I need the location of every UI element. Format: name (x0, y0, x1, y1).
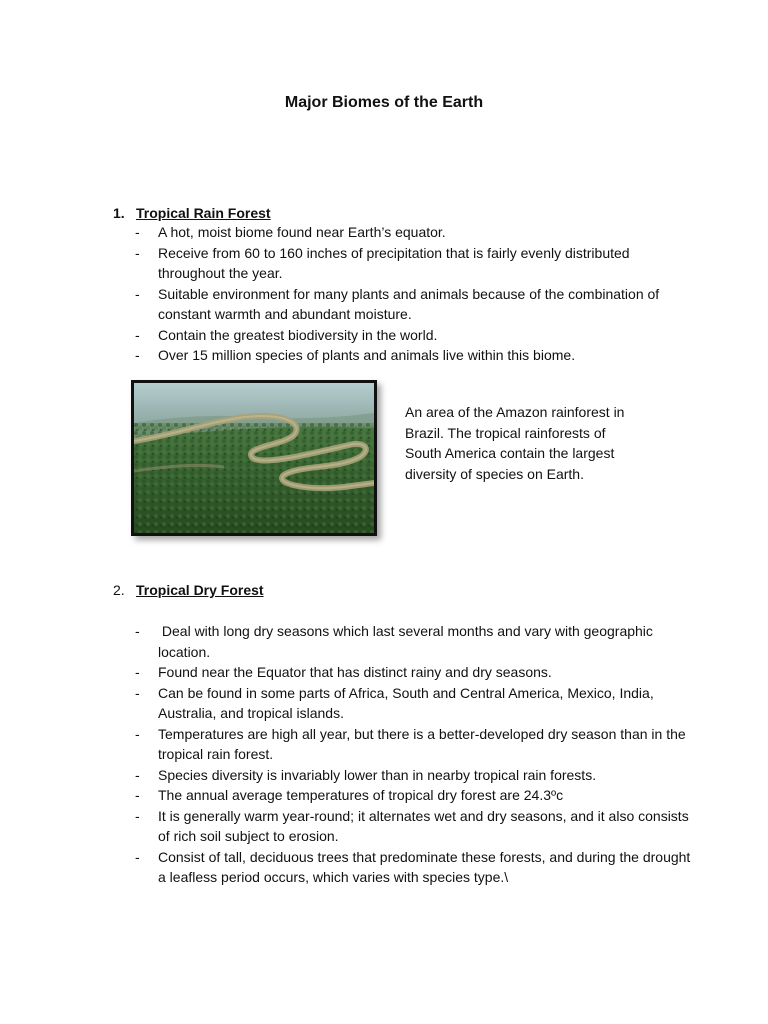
list-item-text: Consist of tall, deciduous trees that predominate these forests, and during the drought a leafless period occurs, which varies with species type.\ (158, 848, 691, 885)
rainforest-river-image (134, 383, 374, 533)
list-item-text: It is generally warm year-round; it alternates wet and dry seasons, and it also consists of rich soil subject to erosion. (158, 807, 689, 844)
list-item-text: A hot, moist biome found near Earth’s equator. (158, 224, 446, 240)
section-heading-tropical-rain-forest (113, 203, 271, 223)
list-item-text: Found near the Equator that has distinct rainy and dry seasons. (158, 664, 552, 680)
list-item-text: Species diversity is invariably lower than in nearby tropical rain forests. (158, 766, 597, 783)
bullet-dash: - (135, 848, 140, 865)
list-item-text: Receive from 60 to 160 inches of precipitation that is fairly evenly distributed throughout the year. (158, 244, 630, 281)
section-heading-tropical-dry-forest (113, 580, 264, 600)
list-item (135, 222, 695, 243)
list-item-text: Suitable environment for many plants and animals because of the combination of constant warmth and abundant moisture. (158, 285, 660, 322)
rain-forest-bullet-list (135, 222, 695, 366)
list-item (135, 785, 695, 806)
list-item (135, 662, 695, 683)
bullet-dash: - (135, 664, 140, 680)
section-title: Tropical Rain Forest (136, 205, 271, 221)
bullet-dash: - (135, 224, 140, 240)
list-item (135, 325, 695, 346)
section-number: 2. (113, 582, 125, 598)
bullet-dash: - (135, 807, 140, 824)
list-item (135, 847, 695, 888)
list-item-text: Over 15 million species of plants and animals live within this biome. (158, 347, 576, 363)
bullet-dash: - (135, 326, 140, 343)
list-item-text: Temperatures are high all year, but there is a better-developed dry season than in the tropical rain forest. (158, 725, 686, 762)
list-item (135, 345, 695, 366)
section-title: Tropical Dry Forest (136, 582, 264, 598)
bullet-dash: - (135, 244, 140, 261)
bullet-dash: - (135, 285, 140, 302)
list-item (135, 621, 695, 662)
bullet-dash: - (135, 623, 140, 639)
dry-forest-bullet-list (135, 621, 695, 888)
list-item (135, 243, 695, 284)
list-item-text: Contain the greatest biodiversity in the world. (158, 326, 438, 343)
list-item-text: Can be found in some parts of Africa, South and Central America, Mexico, India, Australia, and tropical islands. (158, 684, 654, 721)
bullet-dash: - (135, 684, 140, 701)
list-item-text: Deal with long dry seasons which last several months and vary with geographic location. (158, 623, 657, 660)
bullet-dash: - (135, 347, 140, 363)
list-item (135, 724, 695, 765)
photo-caption: An area of the Amazon rainforest in Brazil. The tropical rainforests of South America contain the largest diversity of species on Earth. (405, 404, 625, 482)
section-number: 1. (113, 205, 125, 221)
list-item (135, 765, 695, 786)
amazon-rainforest-photo (131, 380, 377, 536)
bullet-dash: - (135, 725, 140, 742)
page-title: Major Biomes of the Earth (284, 94, 484, 111)
list-item (135, 806, 695, 847)
list-item (135, 284, 695, 325)
list-item-text: The annual average temperatures of tropical dry forest are 24.3ºc (158, 787, 564, 803)
bullet-dash: - (135, 766, 140, 783)
list-item (135, 683, 695, 724)
bullet-dash: - (135, 787, 140, 803)
